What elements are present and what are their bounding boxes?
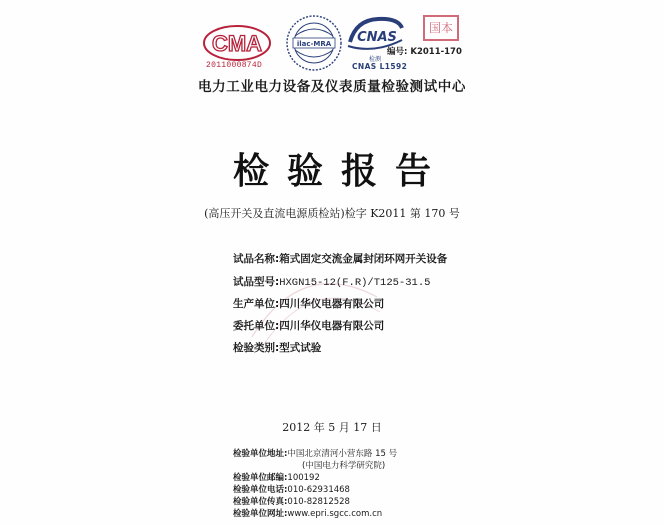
sample-model-value: HXGN15-12(F.R)/T125-31.5 [279, 277, 431, 289]
serial-number [387, 45, 462, 57]
manufacturer-label: 生产单位: [233, 298, 280, 310]
fax-label: 检验单位传真: [233, 497, 288, 507]
cnas-code: CNAS L1592 [352, 62, 408, 71]
info-row-client [233, 318, 384, 333]
info-row-manufacturer [233, 296, 384, 311]
serial-label: 编号: [387, 47, 408, 57]
manufacturer-value: 四川华仪电器有限公司 [279, 298, 385, 310]
website-label: 检验单位网址: [233, 509, 288, 519]
contact-row-address-line2 [302, 459, 385, 471]
cnas-subtext: 检测 [369, 56, 382, 63]
phone-value: 010-62931468 [287, 485, 350, 495]
cma-code: 2011000874D [206, 61, 263, 70]
postcode-value: 100192 [287, 473, 320, 483]
website-value: www.epri.sgcc.com.cn [287, 509, 383, 519]
info-row-sample-name [233, 251, 447, 266]
ilac-mra-logo [285, 14, 343, 72]
test-type-value: 型式试验 [279, 342, 322, 354]
red-stamp: 国本 [423, 15, 459, 41]
client-label: 委托单位: [233, 320, 280, 332]
client-value: 四川华仪电器有限公司 [279, 320, 385, 332]
phone-label: 检验单位电话: [233, 485, 288, 495]
report-title: 检验报告 [232, 151, 449, 192]
ilac-logo-text: ilac-MRA [296, 40, 332, 48]
report-number: (高压开关及直流电源质检站)检字 K2011 第 170 号 [204, 207, 460, 220]
sample-name-value: 箱式固定交流金属封闭环网开关设备 [279, 253, 448, 265]
test-type-label: 检验类别: [233, 342, 280, 354]
contact-row-fax [233, 495, 350, 507]
address-line2-value: (中国电力科学研究院) [302, 461, 386, 471]
address-value: 中国北京清河小营东路 15 号 [287, 449, 398, 459]
sample-model-label: 试品型号: [233, 276, 280, 288]
contact-row-postcode [233, 471, 320, 483]
cma-logo [201, 23, 273, 65]
address-label: 检验单位地址: [233, 449, 288, 459]
cma-logo-text: CMA [211, 31, 263, 56]
info-row-sample-model [233, 274, 430, 289]
postcode-label: 检验单位邮编: [233, 473, 288, 483]
serial-value: K2011-170 [410, 47, 462, 57]
info-row-test-type [233, 340, 321, 355]
institution-name: 电力工业电力设备及仪表质量检验测试中心 [198, 79, 466, 95]
sample-name-label: 试品名称: [233, 253, 280, 265]
fax-value: 010-82812528 [287, 497, 350, 507]
contact-row-phone [233, 483, 350, 495]
report-date: 2012 年 5 月 17 日 [282, 421, 382, 434]
cnas-logo-text: CNAS [357, 30, 397, 45]
contact-row-website [233, 507, 382, 519]
contact-row-address [233, 447, 397, 459]
